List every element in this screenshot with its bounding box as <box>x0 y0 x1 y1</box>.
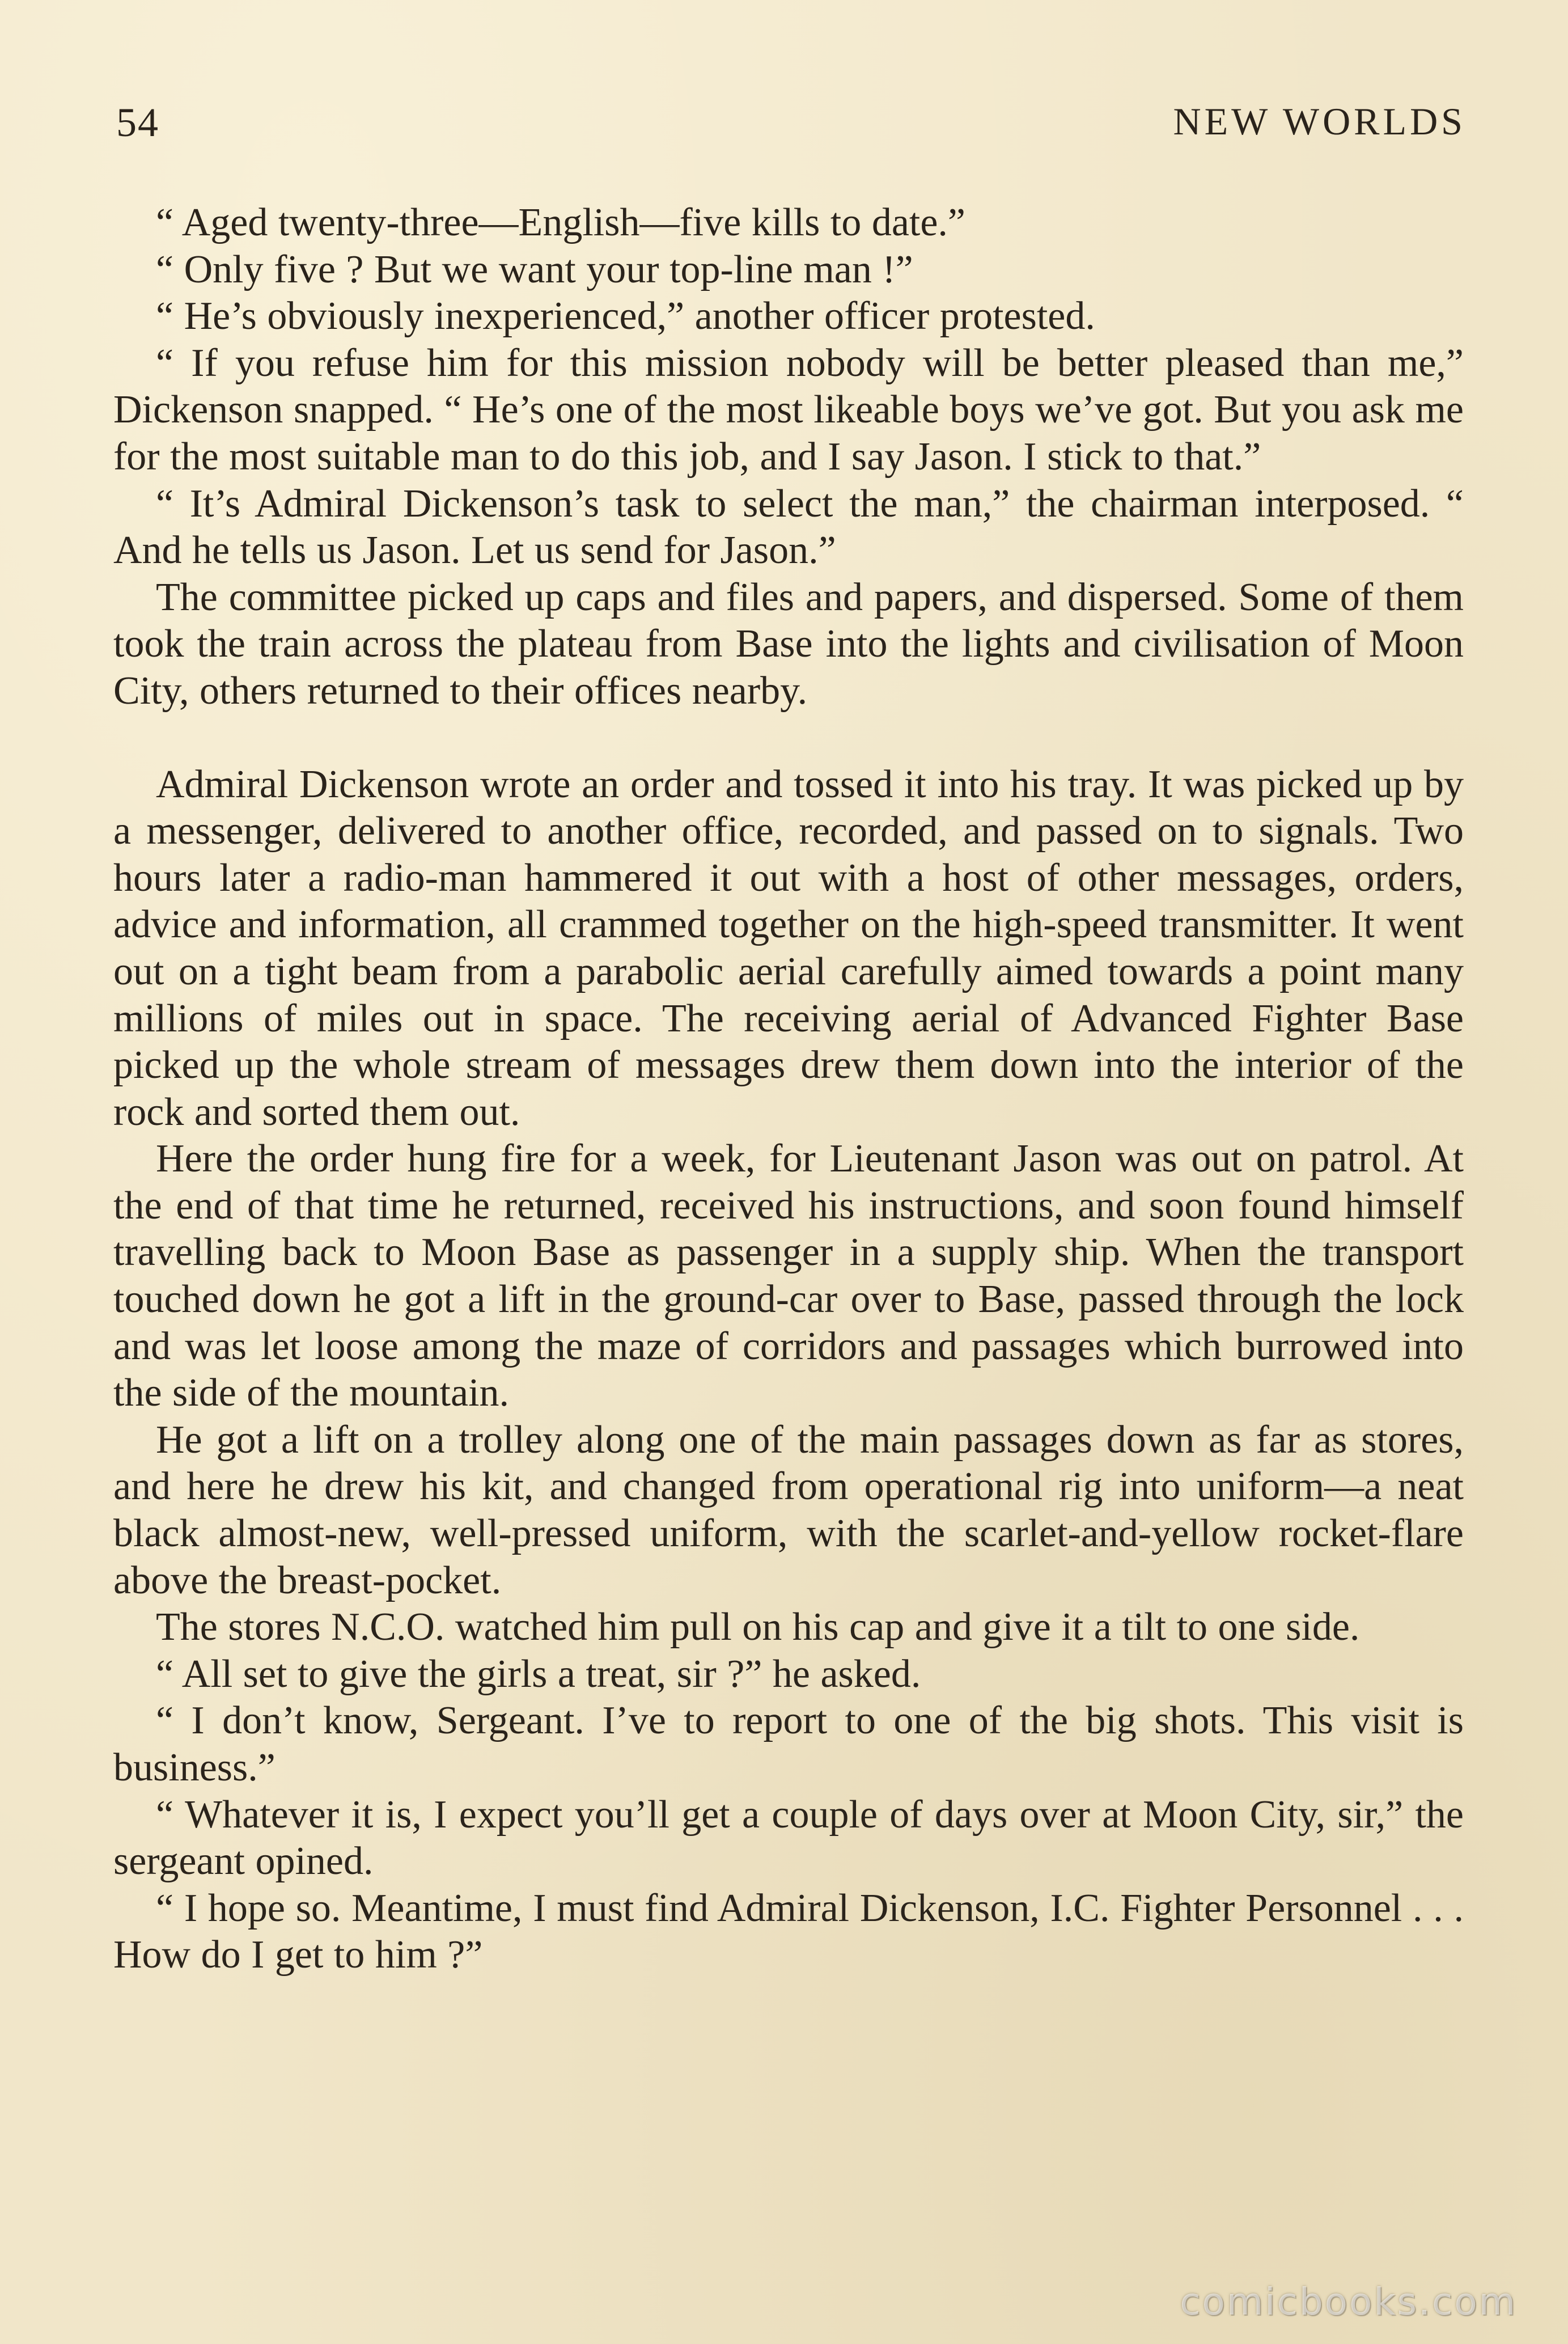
paragraph: “ Aged twenty-three—English—five kills to date.” <box>156 201 965 244</box>
paragraph: “ All set to give the girls a treat, sir ?” he asked. <box>156 1652 921 1696</box>
paragraph: “ I don’t know, Sergeant. I’ve to report to one of the big shots. This visit is business.” <box>113 1699 1464 1789</box>
paragraph: “ If you refuse him for this mission nobody will be better pleased than me,” Dickenson snapped. “ He’s one of the most likeable boys we’ve got. But you ask me for the most suitable man to do this job, and I say Jason. I stick to that.” <box>113 341 1464 479</box>
paragraph: Admiral Dickenson wrote an order and tossed it into his tray. It was picked up by a messenger, delivered to another office, recorded, and passed on to signals. Two hours later a radio-man hammered it out with a host of other messages, orders, advice and information, all crammed together on the high-speed transmitter. It went out on a tight beam from a parabolic aerial carefully aimed towards a point many millions of miles out in space. The receiving aerial of Advanced Fighter Base picked up the whole stream of messages drew them down into the interior of the rock and sorted them out. <box>113 762 1464 1134</box>
running-head: NEW WORLDS <box>1173 100 1466 143</box>
paragraph: The committee picked up caps and files and papers, and dispersed. Some of them took the train across the plateau from Base into the lights and civilisation of Moon City, others returned to their offices nearby. <box>113 575 1464 713</box>
paragraph: “ He’s obviously inexperienced,” another officer protested. <box>156 294 1095 339</box>
page-number: 54 <box>116 100 159 145</box>
page-header <box>116 99 1466 162</box>
paragraph: He got a lift on a trolley along one of the main passages down as far as stores, and here he drew his kit, and changed from operational rig into uniform—a neat black almost-new, well-pressed uniform, with the scarlet-and-yellow rocket-flare above the breast-pocket. <box>113 1418 1464 1602</box>
paragraph: Here the order hung fire for a week, for Lieutenant Jason was out on patrol. At the end of that time he returned, received his instructions, and soon found himself travelling back to Moon Base as passenger in a supply ship. When the transport touched down he got a lift in the ground-car over to Base, passed through the lock and was let loose among the maze of corridors and passages which burrowed into the side of the mountain. <box>113 1137 1464 1415</box>
paragraph: “ Only five ? But we want your top-line man !” <box>156 247 913 291</box>
paragraph: “ I hope so. Meantime, I must find Admiral Dickenson, I.C. Fighter Personnel . . . How do I get to him ?” <box>113 1886 1464 1977</box>
paragraph: “ Whatever it is, I expect you’ll get a couple of days over at Moon City, sir,” the sergeant opined. <box>113 1792 1464 1884</box>
paragraph: “ It’s Admiral Dickenson’s task to select the man,” the chairman interposed. “ And he tells us Jason. Let us send for Jason.” <box>113 481 1464 573</box>
story-text <box>113 200 1464 1979</box>
watermark: comicbooks.com <box>1180 2280 1517 2324</box>
paragraph: The stores N.C.O. watched him pull on his cap and give it a tilt to one side. <box>156 1605 1360 1649</box>
